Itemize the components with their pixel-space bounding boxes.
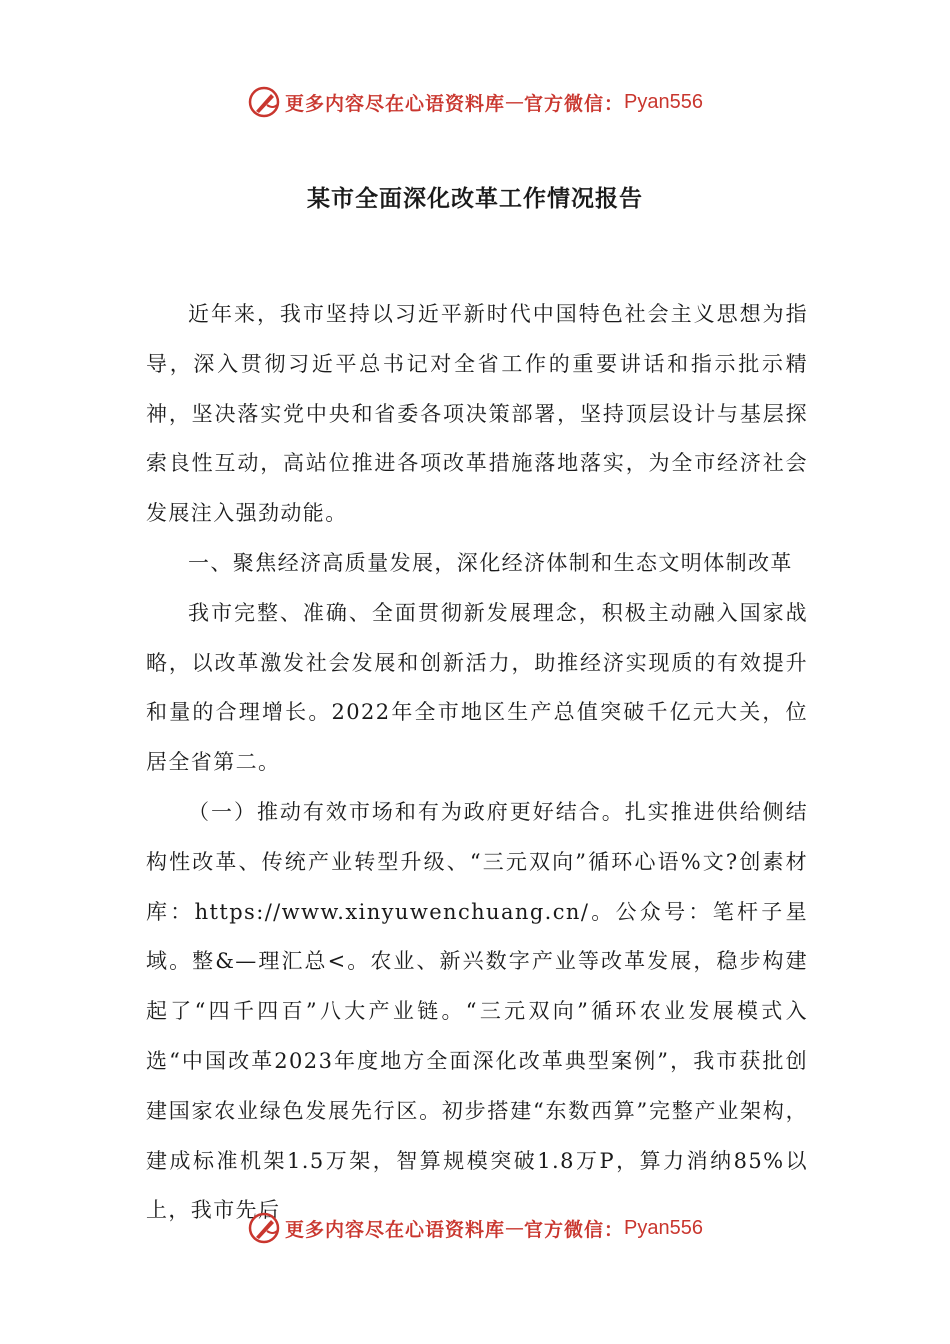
- document-title: 某市全面深化改革工作情况报告: [307, 186, 643, 212]
- banner-separator: —: [505, 1217, 525, 1239]
- section-heading: 一、聚焦经济高质量发展，深化经济体制和生态文明体制改革: [188, 550, 793, 575]
- banner-wechat-label: 官方微信：: [524, 92, 625, 115]
- banner-separator: —: [505, 91, 525, 113]
- header-watermark-banner: [0, 82, 950, 122]
- banner-wechat-id: Pyan556: [624, 90, 703, 113]
- banner-text: 更多内容尽在心语资料库: [285, 1218, 506, 1241]
- pen-logo-icon: [247, 85, 281, 119]
- document-body: [146, 290, 808, 1236]
- pen-logo-icon: [247, 1211, 281, 1245]
- banner-text: 更多内容尽在心语资料库: [285, 92, 506, 115]
- banner-wechat-label: 官方微信：: [524, 1218, 625, 1241]
- footer-watermark-banner: [0, 1208, 950, 1248]
- paragraph: 近年来，我市坚持以习近平新时代中国特色社会主义思想为指导，深入贯彻习近平总书记对全省工作的重要讲话和指示批示精神，坚决落实党中央和省委各项决策部署，坚持顶层设计与基层探索良性互动，高站位推进各项改革措施落地落实，为全市经济社会发展注入强劲动能。: [146, 302, 808, 526]
- banner-wechat-id: Pyan556: [624, 1216, 703, 1239]
- paragraph: （一）推动有效市场和有为政府更好结合。扎实推进供给侧结构性改革、传统产业转型升级、“三元双向”循环心语%文?创素材库：https://www.xinyuwenchuang.cn/。公众号：笔杆子星域。整&—理汇总<。农业、新兴数字产业等改革发展，稳步构建起了“四千四百”八大产业链。“三元双向”循环农业发展模式入选“中国改革2023年度地方全面深化改革典型案例”，我市获批创建国家农业绿色发展先行区。初步搭建“东数西算”完整产业架构，建成标准机架1.5万架，智算规模突破1.8万P，算力消纳85%以上，我市先后: [146, 799, 808, 1223]
- paragraph: 我市完整、准确、全面贯彻新发展理念，积极主动融入国家战略，以改革激发社会发展和创新活力，助推经济实现质的有效提升和量的合理增长。2022年全市地区生产总值突破千亿元大关，位居全省第二。: [146, 600, 808, 775]
